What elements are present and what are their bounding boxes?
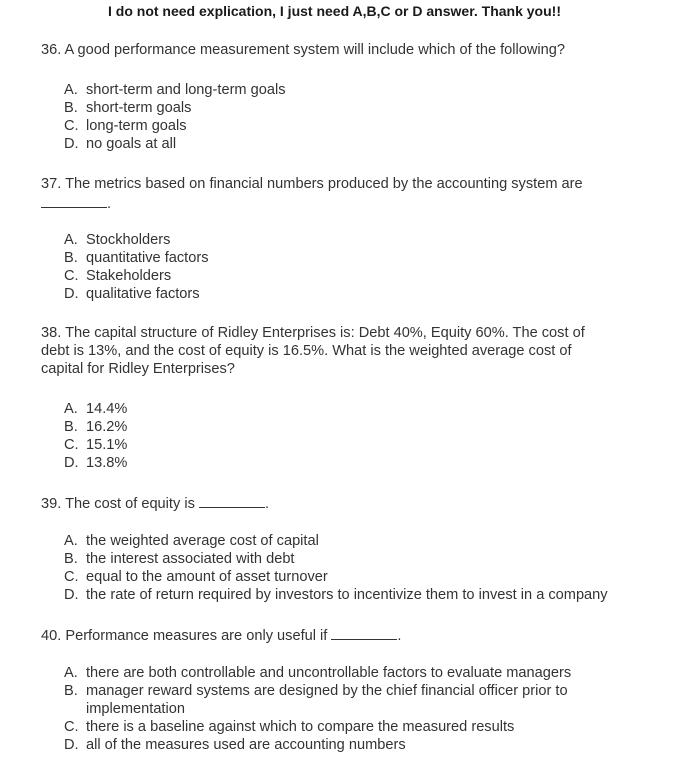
- option-text: there is a baseline against which to compare the measured results: [86, 719, 515, 735]
- option-text: 13.8%: [86, 455, 128, 471]
- question-36: [41, 41, 641, 59]
- option-40-d: [64, 736, 604, 754]
- option-37-b: [64, 249, 644, 267]
- option-letter: A.: [64, 533, 78, 549]
- option-letter: B.: [64, 250, 78, 266]
- request-header: I do not need explication, I just need A,B,C or D answer. Thank you!!: [108, 3, 561, 19]
- option-text: short-term goals: [86, 100, 192, 116]
- blank-suffix: .: [107, 196, 112, 212]
- option-37-d: [64, 285, 644, 303]
- option-text: qualitative factors: [86, 286, 200, 302]
- option-letter: B.: [64, 683, 78, 699]
- option-text: Stockholders: [86, 232, 171, 248]
- option-text: long-term goals: [86, 118, 187, 134]
- options-37: [64, 231, 644, 303]
- question-38: [41, 324, 611, 378]
- option-37-a: [64, 231, 644, 249]
- option-text: the rate of return required by investors to incentivize them to invest in a company: [86, 587, 608, 603]
- option-letter: A.: [64, 401, 78, 417]
- option-38-a: [64, 400, 644, 418]
- option-38-c: [64, 436, 644, 454]
- option-40-b: [64, 682, 604, 718]
- option-letter: A.: [64, 232, 78, 248]
- option-letter: A.: [64, 665, 78, 681]
- option-37-c: [64, 267, 644, 285]
- option-text: quantitative factors: [86, 250, 209, 266]
- option-36-b: [64, 99, 644, 117]
- option-text: there are both controllable and uncontrollable factors to evaluate managers: [86, 665, 572, 681]
- option-letter: D.: [64, 136, 79, 152]
- option-text: short-term and long-term goals: [86, 82, 286, 98]
- option-38-d: [64, 454, 644, 472]
- option-text: all of the measures used are accounting numbers: [86, 737, 406, 753]
- option-letter: D.: [64, 455, 79, 471]
- option-39-c: [64, 568, 664, 586]
- question-37: [41, 175, 641, 213]
- option-letter: D.: [64, 286, 79, 302]
- option-38-b: [64, 418, 644, 436]
- question-text: 38. The capital structure of Ridley Enterprises is: Debt 40%, Equity 60%. The cost of debt is 13%, and the cost of equity is 16.5%. What is the weighted average cost of capital for Ridley Enterprises?: [41, 325, 585, 377]
- option-text: 14.4%: [86, 401, 128, 417]
- answer-blank: [331, 625, 397, 640]
- options-36: [64, 81, 644, 153]
- options-40: [64, 664, 604, 754]
- option-text: 15.1%: [86, 437, 128, 453]
- option-text: no goals at all: [86, 136, 177, 152]
- answer-blank-line: [41, 193, 641, 213]
- option-letter: D.: [64, 737, 79, 753]
- option-36-a: [64, 81, 644, 99]
- option-text: the interest associated with debt: [86, 551, 295, 567]
- option-39-a: [64, 532, 664, 550]
- question-text-main: 39. The cost of equity is: [41, 496, 195, 512]
- option-36-d: [64, 135, 644, 153]
- option-letter: C.: [64, 268, 79, 284]
- option-letter: C.: [64, 569, 79, 585]
- option-36-c: [64, 117, 644, 135]
- option-letter: D.: [64, 587, 79, 603]
- options-38: [64, 400, 644, 472]
- option-letter: B.: [64, 100, 78, 116]
- option-letter: C.: [64, 118, 79, 134]
- option-39-d: [64, 586, 664, 604]
- question-40: [41, 625, 641, 645]
- options-39: [64, 532, 664, 604]
- option-letter: B.: [64, 551, 78, 567]
- blank-suffix: .: [264, 496, 269, 512]
- answer-blank: [41, 193, 107, 208]
- question-text-main: 40. Performance measures are only useful if: [41, 628, 328, 644]
- option-text: manager reward systems are designed by the chief financial officer prior to implementation: [86, 683, 568, 717]
- question-text: 37. The metrics based on financial numbers produced by the accounting system are: [41, 176, 583, 192]
- option-text: the weighted average cost of capital: [86, 533, 319, 549]
- option-39-b: [64, 550, 664, 568]
- option-40-c: [64, 718, 604, 736]
- option-letter: A.: [64, 82, 78, 98]
- blank-suffix: .: [397, 628, 402, 644]
- option-text: equal to the amount of asset turnover: [86, 569, 328, 585]
- question-39: [41, 493, 641, 513]
- question-text: 36. A good performance measurement system will include which of the following?: [41, 42, 566, 58]
- option-text: Stakeholders: [86, 268, 172, 284]
- question-text: [41, 493, 641, 513]
- option-40-a: [64, 664, 604, 682]
- option-text: 16.2%: [86, 419, 128, 435]
- question-text: [41, 625, 641, 645]
- answer-blank: [199, 493, 265, 508]
- option-letter: C.: [64, 719, 79, 735]
- option-letter: C.: [64, 437, 79, 453]
- option-letter: B.: [64, 419, 78, 435]
